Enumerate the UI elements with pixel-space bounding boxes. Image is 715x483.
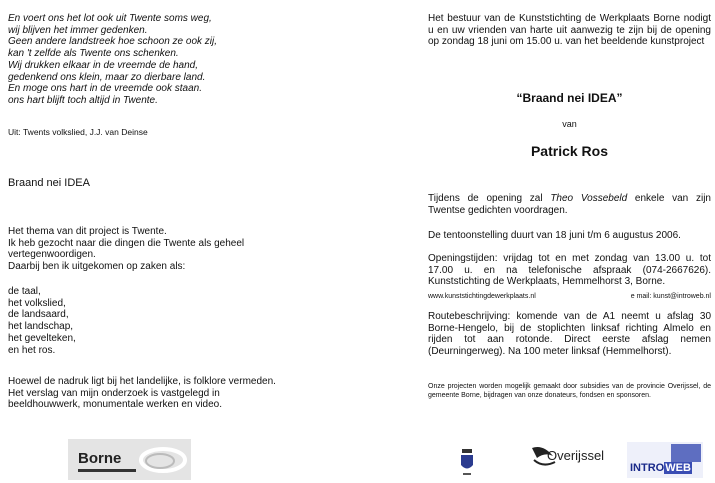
intro-paragraph <box>8 226 348 273</box>
poem-line: Wij drukken elkaar in de vreemde de hand, <box>8 59 199 71</box>
poem-line: kan 't zelfde als Twente ons schenken. <box>8 48 179 60</box>
email-link[interactable]: e mail: kunst@introweb.nl <box>630 293 711 300</box>
closing-line: Hoewel de nadruk ligt bij het landelijke, is folklore vermeden. <box>8 376 276 387</box>
closing-line: Het verslag van mijn onderzoek is vastgelegd in <box>8 387 220 399</box>
intro-line: Het thema van dit project is Twente. <box>8 226 167 237</box>
poem-line: wij blijven het immer gedenken. <box>8 24 148 36</box>
list-item: de taal, <box>8 286 41 297</box>
introweb-text-b: WEB <box>665 462 691 474</box>
list-item: het volkslied, <box>8 297 66 309</box>
list-item: het gevelteken, <box>8 332 76 344</box>
poem <box>8 13 348 107</box>
intro-line: Ik heb gezocht naar die dingen die Twente als geheel <box>8 237 245 249</box>
reading-text <box>428 193 711 216</box>
list-item: en het ros. <box>8 344 56 356</box>
borne-swirl-icon <box>68 439 191 480</box>
website-link[interactable]: www.kunststichtingdewerkplaats.nl <box>428 293 536 300</box>
section-heading: Braand nei IDEA <box>8 177 90 189</box>
list-item: de landsaard, <box>8 309 69 321</box>
closing-line: beeldhouwwerk, monumentale werken en video. <box>8 399 223 411</box>
opening-hours: Openingstijden: vrijdag tot en met zondag van 13.00 u. tot 17.00 u. en na telefonische afspraak (074-2667626). Kunststichting de Werkplaats, Hemmelhorst 3, Borne. <box>428 253 711 288</box>
list-item: het landschap, <box>8 321 74 333</box>
artist-name: Patrick Ros <box>530 143 609 159</box>
closing-paragraph <box>8 376 348 411</box>
overijssel-logo-text: Overijssel <box>547 448 605 463</box>
intro-line: Daarbij ben ik uitgekomen op zaken als: <box>8 261 186 273</box>
reader-name: Theo Vossebeld <box>550 193 628 204</box>
left-page <box>0 0 355 483</box>
intro-line: vertegenwoordigen. <box>8 249 96 261</box>
route-description: Routebeschrijving: komende van de A1 neemt u afslag 30 Borne-Hengelo, bij de stoplichten linksaf richting Almelo en rijden tot aan rotonde. Direct eerste afslag nemen (Deurningerweg). Na 100 meter linksaf (Hemmelhorst). <box>428 311 711 358</box>
sponsors-text: Onze projecten worden mogelijk gemaakt door subsidies van de provincie Overijssel, de gemeente Borne, bijdragen van onze donateurs, fondsen en sponsoren. <box>428 383 711 399</box>
overijssel-logo <box>529 442 605 474</box>
poem-line: En moge ons hart in de vreemde ook staan. <box>8 83 203 95</box>
introweb-text-a: INTRO <box>630 462 665 474</box>
poem-line: gedenkend ons klein, maar zo dierbare land. <box>8 71 206 83</box>
right-page <box>357 0 715 483</box>
borne-logo <box>68 439 191 480</box>
borne-logo-text: Borne <box>78 450 122 467</box>
gemeente-crest-icon <box>458 447 476 477</box>
introweb-logo <box>627 442 703 478</box>
poem-line: ons hart blijft toch altijd in Twente. <box>8 94 158 106</box>
introweb-logo-text <box>630 462 692 474</box>
reading-suffix: enkele van zijn Twentse gedichten voordragen. <box>428 193 711 216</box>
contact-row <box>428 292 711 301</box>
reading-prefix: Tijdens de opening zal <box>428 193 551 204</box>
theme-list <box>8 286 208 356</box>
poem-source: Uit: Twents volkslied, J.J. van Deinse <box>8 127 148 137</box>
exhibition-dates: De tentoonstelling duurt van 18 juni t/m 6 augustus 2006. <box>428 230 681 241</box>
introweb-pattern <box>671 444 701 462</box>
invitation-text: Het bestuur van de Kunststichting de Werkplaats Borne nodigt u en uw vrienden van harte uit aanwezig te zijn bij de opening op zondag 18 juni om 15.00 u. van het beeldende kunstproject <box>428 13 711 48</box>
poem-line: Geen andere landstreek hoe schoon ze ook zij, <box>8 36 218 48</box>
project-title: “Braand nei IDEA” <box>516 91 623 105</box>
poem-line: En voert ons het lot ook uit Twente soms weg, <box>8 13 212 24</box>
by-label: van <box>562 119 577 129</box>
